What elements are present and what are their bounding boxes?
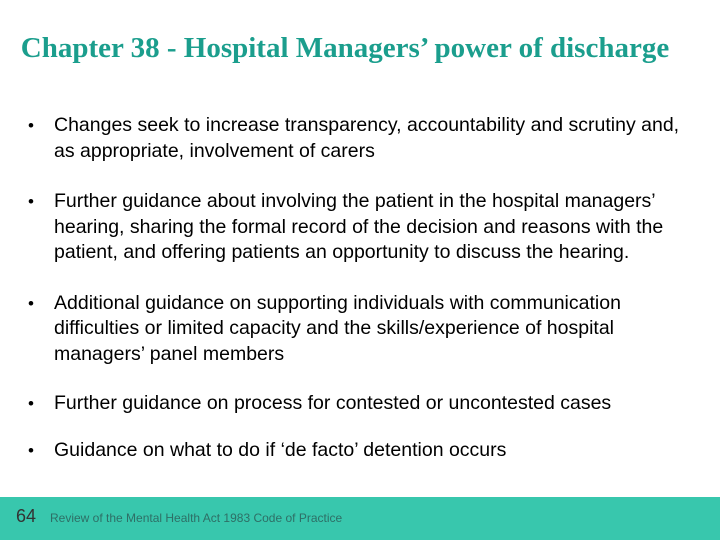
bullet-item xyxy=(28,189,700,266)
bullet-text: Further guidance about involving the patient in the hospital managers’ hearing, sharing the formal record of the decision and reasons with the patient, and offering patients an opportunity to discuss the hearing. xyxy=(54,190,664,263)
page-number: 64 xyxy=(16,506,37,526)
bullet-item xyxy=(28,391,700,417)
bullet-item xyxy=(28,113,700,164)
bullet-dot-icon: • xyxy=(28,293,34,313)
footer-bar xyxy=(0,497,720,540)
bullet-dot-icon: • xyxy=(28,440,34,460)
slide-title: Chapter 38 - Hospital Managers’ power of discharge xyxy=(20,32,670,64)
footer-text: Review of the Mental Health Act 1983 Code of Practice xyxy=(50,511,343,525)
bullet-text: Guidance on what to do if ‘de facto’ detention occurs xyxy=(54,438,507,461)
bullet-text: Further guidance on process for contested or uncontested cases xyxy=(54,392,612,414)
bullet-dot-icon: • xyxy=(28,192,34,211)
bullet-text: Changes seek to increase transparency, accountability and scrutiny and, as appropriate, involvement of carers xyxy=(54,114,680,162)
bullet-item xyxy=(28,291,700,368)
bullet-text: Additional guidance on supporting individuals with communication difficulties or limited capacity and the skills/experience of hospital managers’ panel members xyxy=(54,291,621,365)
bullet-list xyxy=(28,113,700,463)
bullet-dot-icon: • xyxy=(28,116,34,135)
bullet-dot-icon: • xyxy=(28,394,34,413)
bullet-item xyxy=(28,438,700,464)
